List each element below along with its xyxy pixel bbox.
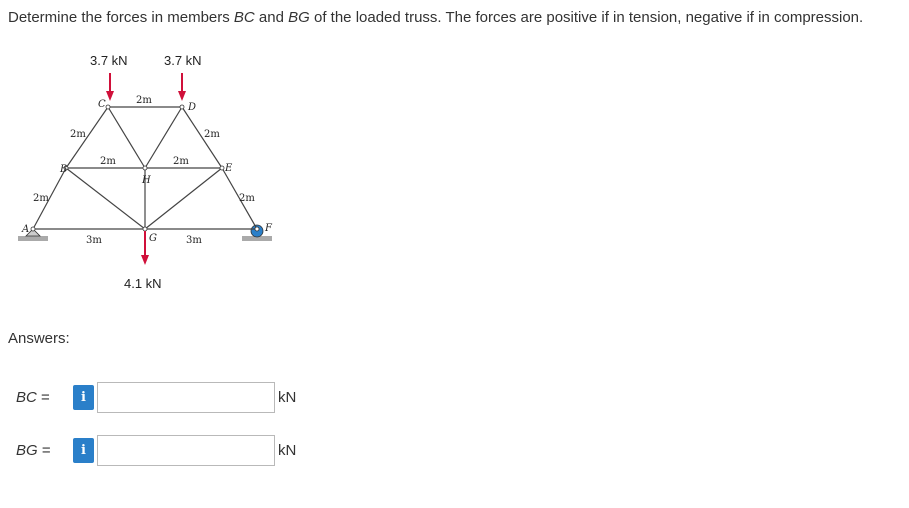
info-icon[interactable]: i xyxy=(73,385,94,410)
member-bc-label: BC xyxy=(233,9,255,26)
answer-label-bc: BC = xyxy=(16,389,50,406)
question-text: Determine the forces in members BC and BG of the loaded truss. The forces are positive if in tension, negative if in compression. xyxy=(8,9,864,26)
unit-label-bg: kN xyxy=(278,442,297,459)
node-label-g: G xyxy=(149,233,157,244)
member-bg xyxy=(66,168,145,229)
info-icon[interactable]: i xyxy=(73,438,94,463)
node-label-c: C xyxy=(98,99,106,110)
load-top-left-label: 3.7 kN xyxy=(90,53,128,68)
node-label-b: B xyxy=(60,164,68,175)
member-bg-label: BG xyxy=(288,9,310,26)
dim-bh: 2m xyxy=(100,156,116,167)
node-label-a: A xyxy=(22,224,30,235)
unit-label-bc: kN xyxy=(278,389,297,406)
load-top-right-label: 3.7 kN xyxy=(164,53,202,68)
member-ge xyxy=(145,168,222,229)
dim-cd: 2m xyxy=(136,95,152,106)
dim-gf: 3m xyxy=(186,235,202,246)
load-bottom-label: 4.1 kN xyxy=(124,276,162,291)
node-label-f: F xyxy=(265,223,272,234)
answer-input-bc[interactable] xyxy=(97,382,275,413)
dim-he: 2m xyxy=(173,156,189,167)
answer-row-bc xyxy=(0,381,909,415)
truss-figure xyxy=(18,45,280,301)
answer-input-bg[interactable] xyxy=(97,435,275,466)
node-label-e: E xyxy=(225,163,233,174)
ground-left xyxy=(18,236,48,241)
dim-bc: 2m xyxy=(70,129,86,140)
node-label-d: D xyxy=(188,102,197,113)
node-label-h: H xyxy=(142,175,151,186)
answers-heading: Answers: xyxy=(8,330,70,347)
dim-de: 2m xyxy=(204,129,220,140)
answer-label-bg: BG = xyxy=(16,442,51,459)
truss-diagram xyxy=(18,45,280,301)
dim-ab: 2m xyxy=(33,193,49,204)
dim-ag: 3m xyxy=(86,235,102,246)
answer-row-bg xyxy=(0,434,909,468)
dim-ef: 2m xyxy=(239,193,255,204)
